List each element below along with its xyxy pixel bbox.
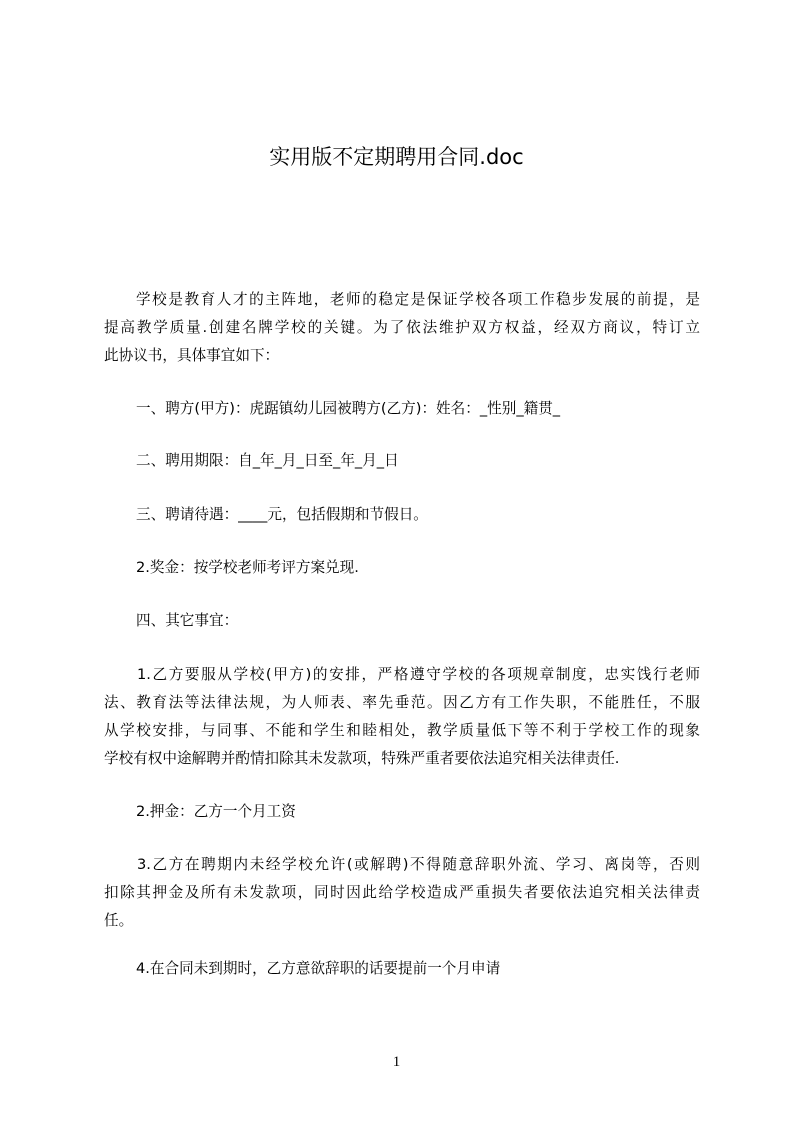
clause4: 4.在合同未到期时，乙方意欲辞职的话要提前一个月申请	[136, 960, 501, 977]
document-title: 实用版不定期聘用合同.doc	[269, 145, 524, 169]
clause1-line: 1.乙方要服从学校(甲方)的安排，严格遵守学校的各项规章制度，忠实饯行老师	[137, 666, 700, 683]
item-other: 四、其它事宜：	[136, 612, 239, 629]
page-number: 1	[392, 1054, 401, 1070]
clause3-line: 任。	[104, 912, 134, 929]
item-employer: 一、聘方(甲方)：虎踞镇幼儿园被聘方(乙方)：姓名：_性别_籍贯_	[136, 400, 561, 417]
intro-line: 学校是教育人才的主阵地，老师的稳定是保证学校各项工作稳步发展的前提，是	[136, 291, 700, 308]
clause3-line: 3.乙方在聘期内未经学校允许(或解聘)不得随意辞职外流、学习、离岗等，否则	[137, 856, 700, 873]
clause2: 2.押金：乙方一个月工资	[136, 803, 296, 820]
clause1-line: 学校有权中途解聘并酌情扣除其未发款项，特殊严重者要依法追究相关法律责任.	[104, 750, 620, 767]
item-term: 二、聘用期限：自_年_月_日至_年_月_日	[136, 452, 399, 469]
intro-line: 提高教学质量.创建名牌学校的关键。为了依法维护双方权益，经双方商议，特订立	[104, 319, 700, 336]
intro-line: 此协议书，具体事宜如下：	[104, 347, 280, 364]
clause3-line: 扣除其押金及所有未发款项，同时因此给学校造成严重损失者要依法追究相关法律责	[104, 884, 700, 901]
clause1-line: 法、教育法等法律法规，为人师表、率先垂范。因乙方有工作失职，不能胜任，不服	[104, 694, 700, 711]
clause1-line: 从学校安排，与同事、不能和学生和睦相处，教学质量低下等不利于学校工作的现象	[104, 722, 700, 739]
item-salary: 三、聘请待遇：____元，包括假期和节假日。	[136, 506, 428, 523]
item-bonus: 2.奖金：按学校老师考评方案兑现.	[136, 559, 359, 576]
